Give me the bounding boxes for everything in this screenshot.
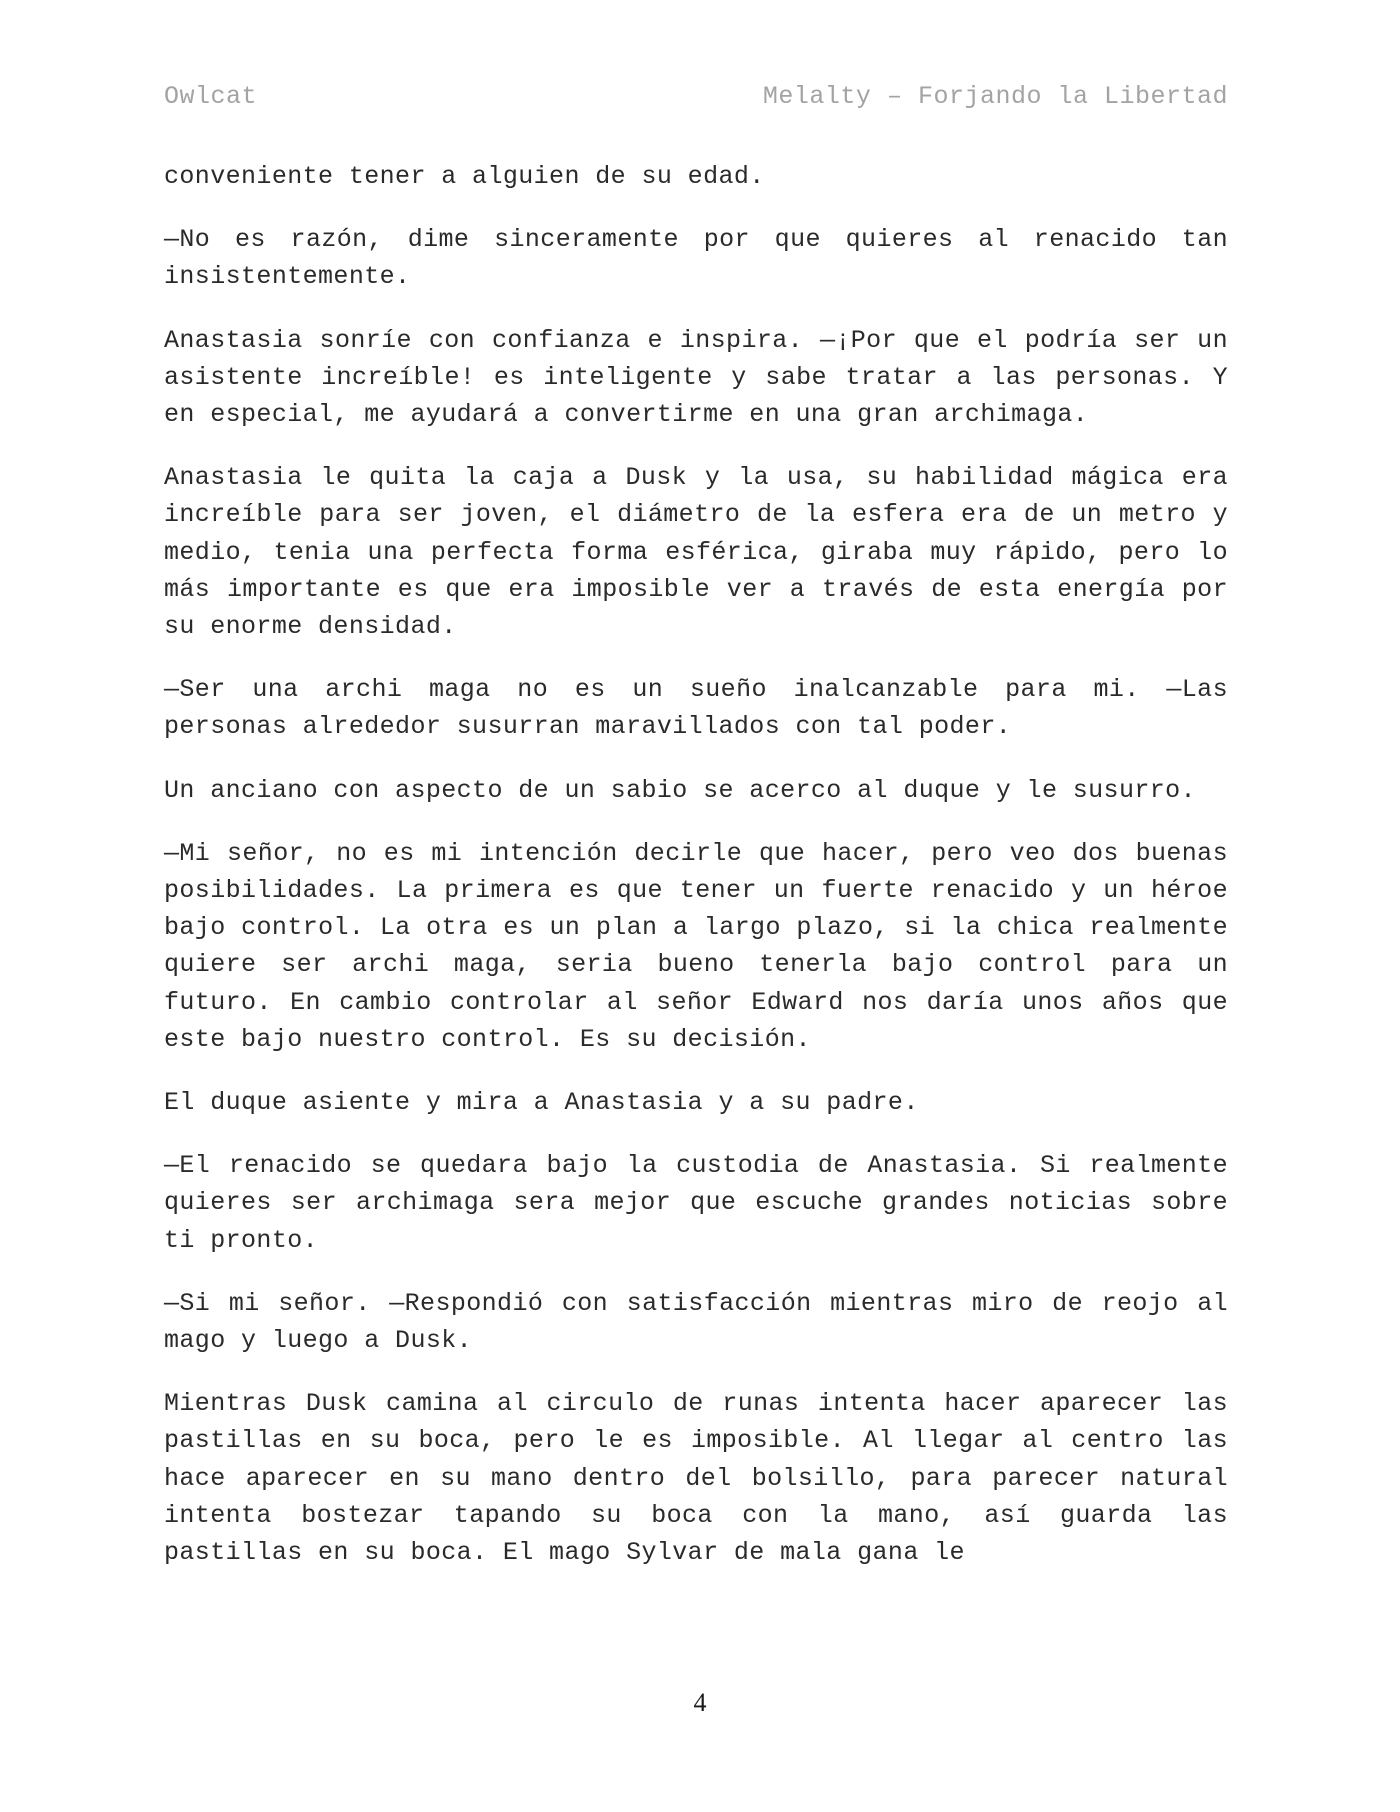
paragraph: —No es razón, dime sinceramente por que quieres al renacido tan insistentemente. bbox=[164, 225, 1228, 292]
paragraph: Un anciano con aspecto de un sabio se acerco al duque y le susurro. bbox=[164, 775, 1196, 805]
header-title: Melalty – Forjando la Libertad bbox=[762, 82, 1228, 111]
header-author: Owlcat bbox=[164, 82, 258, 111]
paragraph: Anastasia sonríe con confianza e inspira. —¡Por que el podría ser un asistente increíble! es inteligente y sabe tratar a las personas. Y en especial, me ayudará a convertirme en una gran archimaga. bbox=[164, 325, 1228, 430]
paragraph: —Ser una archi maga no es un sueño inalcanzable para mi. —Las personas alrededor susurran maravillados con tal poder. bbox=[164, 675, 1228, 742]
paragraph: —Mi señor, no es mi intención decirle que hacer, pero veo dos buenas posibilidades. La primera es que tener un fuerte renacido y un héroe bajo control. La otra es un plan a largo plazo, si la chica realmente quiere ser archi maga, seria bueno tenerla bajo control para un futuro. En cambio controlar al señor Edward nos daría unos años que este bajo nuestro control. Es su decisión. bbox=[164, 838, 1228, 1054]
page-number: 4 bbox=[693, 1688, 707, 1717]
paragraph: Mientras Dusk camina al circulo de runas intenta hacer aparecer las pastillas en su boca, pero le es imposible. Al llegar al centro las hace aparecer en su mano dentro del bolsillo, para parecer natural intenta bostezar tapando su boca con la mano, así guarda las pastillas en su boca. El mago Sylvar de mala gana le bbox=[164, 1389, 1228, 1568]
body-text bbox=[164, 158, 1228, 1597]
paragraph: El duque asiente y mira a Anastasia y a su padre. bbox=[164, 1088, 919, 1118]
paragraph: Anastasia le quita la caja a Dusk y la usa, su habilidad mágica era increíble para ser joven, el diámetro de la esfera era de un metro y medio, tenia una perfecta forma esférica, giraba muy rápido, pero lo más importante es que era imposible ver a través de esta energía por su enorme densidad. bbox=[164, 463, 1228, 642]
paragraph: conveniente tener a alguien de su edad. bbox=[164, 162, 765, 191]
paragraph: —Si mi señor. —Respondió con satisfacción mientras miro de reojo al mago y luego a Dusk. bbox=[164, 1288, 1228, 1356]
paragraph: —El renacido se quedara bajo la custodia de Anastasia. Si realmente quieres ser archimaga sera mejor que escuche grandes noticias sobre ti pronto. bbox=[164, 1151, 1228, 1255]
running-header bbox=[164, 82, 1228, 111]
